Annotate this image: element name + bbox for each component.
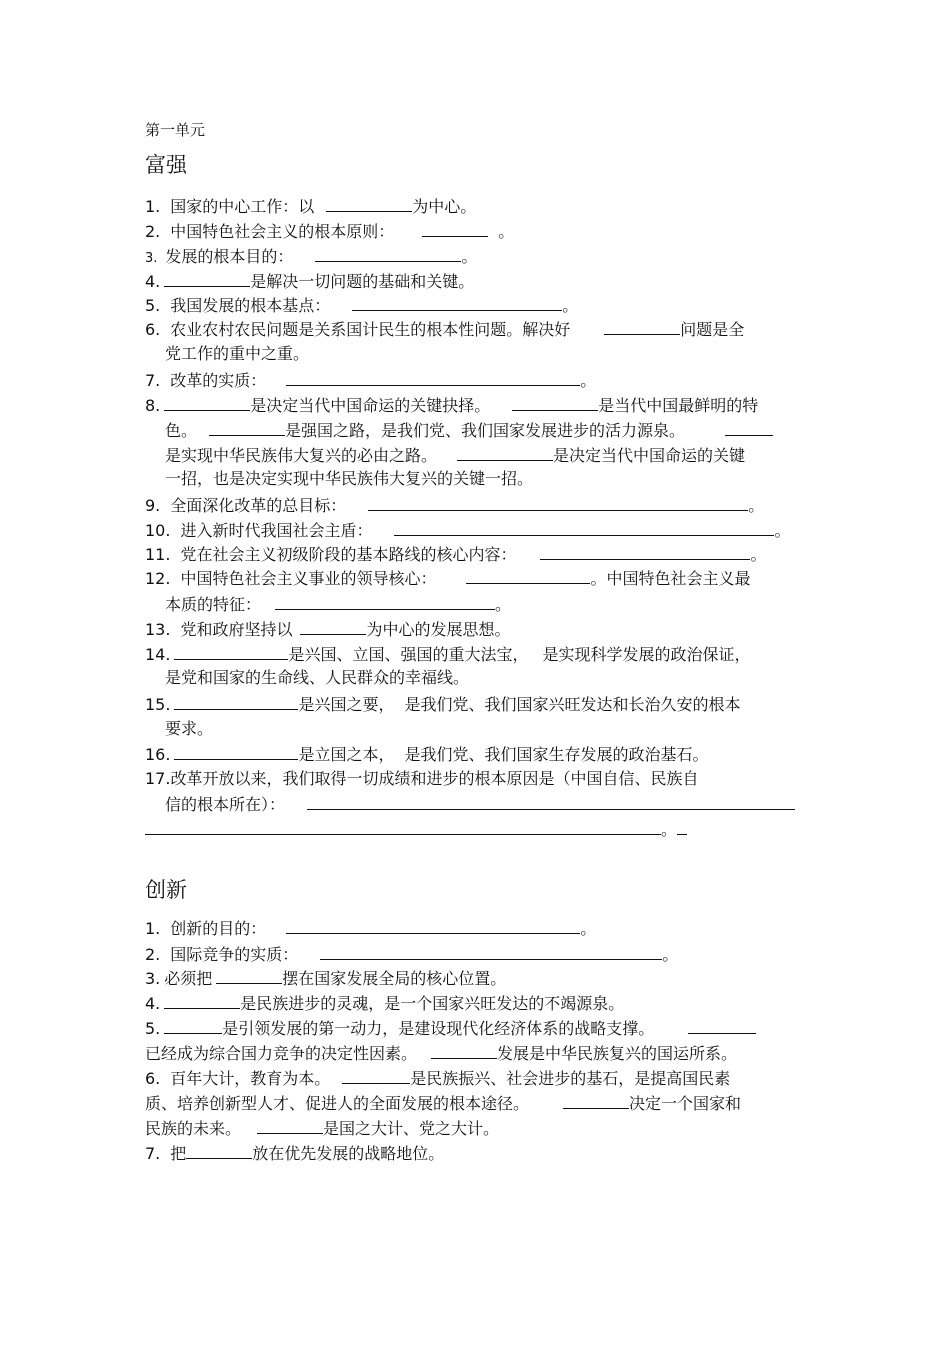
text-segment: 是强国之路，是我们党、我们国家发展进步的活力源泉。 — [285, 421, 686, 440]
list-item — [145, 1066, 730, 1091]
blank-line — [431, 1041, 497, 1059]
list-item-continuation — [165, 342, 309, 366]
text-segment: 我国发展的根本基点： — [170, 296, 331, 315]
blank-line — [688, 1016, 756, 1034]
text-segment: 放在优先发展的战略地位。 — [252, 1144, 445, 1163]
text-segment: 4. — [145, 994, 161, 1013]
text-segment: 。 — [580, 919, 597, 938]
blank-line — [326, 194, 412, 212]
section-heading-fuqiang: 富强 — [145, 153, 187, 177]
text-segment: 党和政府坚持以 — [180, 620, 293, 639]
list-item — [145, 916, 596, 941]
list-item-continuation — [165, 443, 745, 468]
list-item — [145, 966, 506, 991]
list-item — [145, 1141, 444, 1166]
text-segment: 是引领发展的第一动力，是建设现代化经济体系的战略支撑。 — [222, 1019, 655, 1038]
blank-line — [164, 393, 250, 411]
blank-line — [315, 244, 461, 262]
text-segment: 是兴国之要， — [298, 695, 395, 714]
blank-line — [352, 293, 562, 311]
list-item — [145, 317, 744, 342]
text-segment: 。 — [748, 496, 765, 515]
blank-line — [174, 692, 298, 710]
blank-line — [677, 817, 687, 835]
list-item-continuation — [165, 666, 469, 690]
blank-line — [563, 1091, 629, 1109]
blank-line — [368, 493, 748, 511]
text-segment: 进入新时代我国社会主盾： — [180, 521, 373, 540]
text-segment: 农业农村农民问题是关系国计民生的根本性问题。解决好 — [170, 320, 571, 339]
text-segment: 4. — [145, 272, 161, 291]
text-segment: 10. — [145, 521, 171, 540]
list-item — [145, 219, 514, 244]
text-segment: 6. — [145, 1069, 161, 1088]
text-segment: 是决定当代中国命运的关键抉择。 — [250, 396, 491, 415]
blank-line — [164, 991, 240, 1009]
list-item-continuation — [165, 792, 795, 817]
blank-line — [275, 592, 495, 610]
text-segment: 8. — [145, 396, 161, 415]
blank-line — [209, 418, 285, 436]
text-segment: 为中心。 — [412, 197, 477, 216]
text-segment: 创新的目的： — [170, 919, 267, 938]
blank-line — [300, 617, 366, 635]
text-segment: 1. — [145, 197, 161, 216]
text-segment: 2. — [145, 945, 161, 964]
text-segment: 质、培养创新型人才、促进人的全面发展的根本途径。 — [145, 1094, 530, 1113]
blank-line — [394, 518, 774, 536]
text-segment: 改革的实质： — [170, 371, 267, 390]
text-segment: 是解决一切问题的基础和关键。 — [250, 272, 475, 291]
blank-line — [540, 542, 750, 560]
text-segment: 发展是中华民族复兴的国运所系。 — [497, 1044, 738, 1063]
blank-line — [725, 418, 773, 436]
text-segment: 信的根本所在）： — [165, 795, 286, 814]
text-segment: 15. — [145, 695, 171, 714]
list-item — [145, 742, 708, 767]
blank-line — [186, 1141, 252, 1159]
list-item-continuation — [165, 418, 773, 443]
text-segment: 。 — [661, 820, 678, 839]
blank-line — [257, 1116, 323, 1134]
list-item — [145, 493, 764, 518]
text-segment: 是我们党、我们国家生存发展的政治基石。 — [404, 745, 709, 764]
list-item — [145, 194, 476, 219]
list-item — [145, 368, 596, 393]
text-segment: 摆在国家发展全局的核心位置。 — [282, 969, 507, 988]
text-segment: 把 — [170, 1144, 187, 1163]
text-segment: 是当代中国最鲜明的特 — [598, 396, 759, 415]
text-segment: 问题是全 — [680, 320, 745, 339]
text-segment: 13. — [145, 620, 171, 639]
blank-line — [422, 219, 488, 237]
list-item-continuation — [145, 1091, 741, 1116]
list-item — [145, 942, 678, 967]
list-item-continuation — [145, 1041, 737, 1066]
blank-line — [512, 393, 598, 411]
text-segment: 3. — [145, 251, 158, 266]
list-item — [145, 991, 624, 1016]
text-segment: 是党和国家的生命线、人民群众的幸福线。 — [165, 668, 470, 687]
blank-line — [457, 443, 553, 461]
list-item-continuation — [165, 592, 511, 617]
blank-line — [216, 966, 282, 984]
text-segment: 是我们党、我们国家兴旺发达和长治久安的根本 — [404, 695, 741, 714]
text-segment: 5. — [145, 1019, 161, 1038]
text-segment: 是民族进步的灵魂，是一个国家兴旺发达的不竭源泉。 — [240, 994, 625, 1013]
text-segment: 。 — [498, 222, 515, 241]
text-segment: 。 — [750, 545, 767, 564]
text-segment: 国际竞争的实质： — [170, 945, 299, 964]
section-heading-chuangxin: 创新 — [145, 878, 187, 902]
blank-line — [320, 942, 662, 960]
text-segment: 要求。 — [165, 719, 214, 738]
unit-title: 第一单元 — [145, 121, 206, 139]
blank-line — [307, 792, 795, 810]
list-item — [145, 393, 758, 418]
blank-line — [164, 1016, 222, 1034]
text-segment: 中国特色社会主义事业的领导核心： — [180, 569, 437, 588]
text-segment: 6. — [145, 320, 161, 339]
text-segment: 2. — [145, 222, 161, 241]
text-segment: 是立国之本， — [298, 745, 395, 764]
list-item — [145, 1016, 756, 1041]
text-segment: 党工作的重中之重。 — [165, 344, 310, 363]
text-segment: 是实现中华民族伟大复兴的必由之路。 — [165, 446, 438, 465]
text-segment: 16. — [145, 745, 171, 764]
text-segment: 本质的特征： — [165, 595, 262, 614]
text-segment: 决定一个国家和 — [629, 1094, 742, 1113]
text-segment: 7. — [145, 1144, 161, 1163]
text-segment: 是决定当代中国命运的关键 — [553, 446, 746, 465]
list-item — [145, 293, 578, 318]
list-item — [145, 767, 698, 791]
list-item-continuation — [165, 717, 213, 741]
text-segment: 3. — [145, 969, 161, 988]
text-segment: 。 — [562, 296, 579, 315]
list-item — [145, 518, 790, 543]
list-item — [145, 642, 750, 667]
list-item — [145, 692, 740, 717]
text-segment: 一招，也是决定实现中华民族伟大复兴的关键一招。 — [165, 469, 534, 488]
text-segment: 5. — [145, 296, 161, 315]
text-segment: 。 — [580, 371, 597, 390]
text-segment: 色。 — [165, 421, 198, 440]
blank-line — [174, 742, 298, 760]
blank-line — [145, 817, 661, 835]
text-segment: 9. — [145, 496, 161, 515]
text-segment: 。 — [495, 595, 512, 614]
text-segment: 11. — [145, 545, 171, 564]
text-segment: 14. — [145, 645, 171, 664]
list-item — [145, 269, 474, 294]
blank-line — [466, 566, 590, 584]
text-segment: 党在社会主义初级阶段的基本路线的核心内容： — [180, 545, 517, 564]
text-segment: 12. — [145, 569, 171, 588]
blank-line — [174, 642, 288, 660]
text-segment: 1. — [145, 919, 161, 938]
list-item-continuation — [145, 817, 687, 842]
text-segment: 是民族振兴、社会进步的基石，是提高国民素 — [410, 1069, 731, 1088]
blank-line — [286, 916, 580, 934]
text-segment: 是兴国、立国、强国的重大法宝， — [288, 645, 529, 664]
text-segment: 全面深化改革的总目标： — [170, 496, 347, 515]
text-segment: 发展的根本目的： — [165, 247, 294, 266]
text-segment: 为中心的发展思想。 — [366, 620, 511, 639]
text-segment: 必须把 — [164, 969, 213, 988]
text-segment: 17. — [145, 769, 171, 788]
text-segment: 。 — [662, 945, 679, 964]
text-segment: 百年大计，教育为本。 — [170, 1069, 331, 1088]
text-segment: 民族的未来。 — [145, 1119, 242, 1138]
text-segment: 中国特色社会主义的根本原则： — [170, 222, 395, 241]
list-item — [145, 244, 477, 271]
text-segment: 。 — [461, 247, 478, 266]
text-segment: 已经成为综合国力竞争的决定性因素。 — [145, 1044, 418, 1063]
list-item — [145, 617, 510, 642]
list-item-continuation — [145, 1116, 499, 1141]
text-segment: 。中国特色社会主义最 — [590, 569, 751, 588]
list-item — [145, 566, 750, 591]
text-segment: 是国之大计、党之大计。 — [323, 1119, 500, 1138]
blank-line — [342, 1066, 410, 1084]
text-segment: 7. — [145, 371, 161, 390]
blank-line — [286, 368, 580, 386]
text-segment: 国家的中心工作：以 — [170, 197, 315, 216]
text-segment: 。 — [774, 521, 791, 540]
list-item-continuation — [165, 467, 533, 491]
text-segment: 是实现科学发展的政治保证， — [542, 645, 751, 664]
blank-line — [604, 317, 680, 335]
list-item — [145, 542, 766, 567]
text-segment: 改革开放以来，我们取得一切成绩和进步的根本原因是（中国自信、民族自 — [170, 769, 699, 788]
blank-line — [164, 269, 250, 287]
